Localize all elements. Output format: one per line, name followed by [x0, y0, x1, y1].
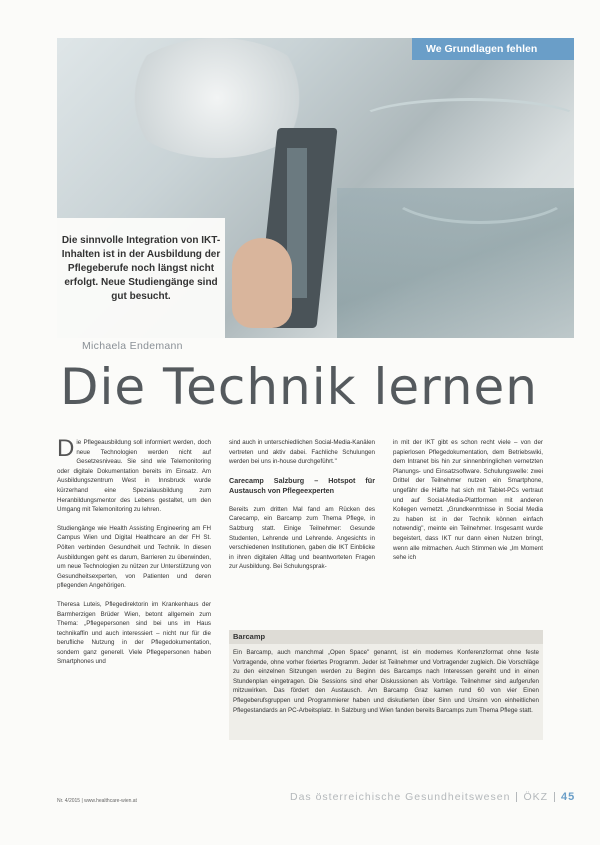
paragraph: Theresa Luteis, Pflegedirektorin im Krankenhaus der Barmherzigen Brüder Wien, betont allgemein zum Thema: „Pflegepersonen sind bei uns im Haus technikaffin und auch interessiert – nicht nur für die berufliche Nutzung in der Pflegedokumentation, sondern ganz generell. Viele Pflegepersonen haben Smartphones und	[57, 600, 211, 666]
author-name: Michaela Endemann	[82, 340, 183, 352]
paragraph: Bereits zum dritten Mal fand am Rücken des Carecamp, ein Barcamp zum Thema Pflege, in Salzburg statt. Einige Teilnehmer: Gesunde Studenten, Lehrende und Lehrende. Angesichts in verschiedenen Institutionen, gaben die IKT Einblicke in ihren digitalen Alltag und beantworteten Fragen zur Ausbildung. Bei Schulungsprak-	[229, 505, 375, 571]
footer-issue-info: Nr. 4/2015 | www.healthcare-wien.at	[57, 798, 137, 804]
paragraph: sind auch in unterschiedlichen Social-Media-Kanälen vertreten und aktiv dabei. Fachliche Schulungen werden bei uns in-house durchgeführt."	[229, 439, 375, 466]
barcamp-info-box	[229, 630, 543, 740]
paragraph: Studiengänge wie Health Assisting Engineering am FH Campus Wien und Digital Healthcare an der FH St. Pölten verbinden Gesundheit und Technik. In diesen Ausbildungen geht es darum, Barrieren zu überwinden, um neue Technologien zu nützen zur Unterstützung von Gesundheitsexperten, von Patienten und deren pflegenden Angehörigen.	[57, 524, 211, 590]
info-box-text: Ein Barcamp, auch manchmal „Open Space" genannt, ist ein modernes Konferenzformat ohne feste Vortragende, ohne vorher fixiertes Programm. Jeder ist Teilnehmer und Vortragender zugleich. Die Vorschläge zu den einzelnen Sitzungen werden zu Beginn des Barcamps nach Interessen gereiht und in einen Stundenplan eingetragen. Die Sessions sind eher Diskussionen als Vorträge. Teilnehmer sind aufgerufen mitzuwirken. Das fördert den Austausch. Am Barcamp Graz kamen rund 60 von vier Einen Pflegeberufsgruppen und Programmierer haben und diskutierten über Sinn und Unsinn von einheitlichen Pflegestandards an PC-Arbeitsplatz. In Salzburg und Wien fanden bereits Barcamps zum Thema Pflege statt.	[233, 649, 539, 714]
info-box-title: Barcamp	[229, 630, 543, 644]
footer-divider	[554, 792, 555, 802]
publication-abbr: ÖKZ	[523, 791, 549, 803]
headline: Die Technik lernen	[60, 358, 538, 416]
teaser-text: Die sinnvolle Integration von IKT-Inhalten ist in der Ausbildung der Pflegeberufe noch längst nicht erfolgt. Neue Studiengänge sind gut besucht.	[61, 235, 221, 302]
column-2	[229, 438, 375, 581]
tube-shape	[387, 158, 573, 224]
drop-cap: D	[57, 435, 75, 462]
footer-publication	[290, 791, 575, 803]
paragraph: in mit der IKT gibt es schon recht viele – von der papierlosen Pflegedokumentation, dem Betriebswiki, dem Intranet bis hin zur sinnenbringlichen vernetzten Planungs- und Einsatzsoftware. Schulungswelle: zwei Drittel der Teilnehmer nutzen ein Smartphone, ungefähr die Hälfte hat sich mit Tablet-PCs vertraut und auf Social-Media-Plattformen mit anderen Kollegen vernetzt. „Grundkenntnisse in Social Media zu haben ist in der Technik können einfach notwendig", meinte ein Teilnehmer. Insgesamt wurde begeistert, dass IKT nur dann einen Nutzen bringt, wenn alle mitmachen. Auch Stimmen wie „Im Moment sehe ich	[393, 439, 543, 562]
column-3	[393, 438, 543, 572]
footer-divider	[516, 792, 517, 802]
hand-shape	[232, 238, 292, 328]
tube-shape	[357, 98, 574, 144]
publication-name: Das österreichische Gesundheitswesen	[290, 791, 511, 803]
column-1	[57, 435, 211, 676]
paragraph-text: ie Pflegeausbildung soll informiert werden, doch neue Technologien werden nicht auf Gesetzesniveau. Sie sind wie Telemonitoring oder digitale Dokumentation bereits im Einsatz. Am Ausbildungszentrum West in Innsbruck wurde kürzerhand eine Spezialausbildung zum Heranbildungsmentor des Lebens gestaltet, um den Umgang mit Telemonitoring zu lehren.	[57, 439, 211, 514]
subheading: Carecamp Salzburg – Hotspot für Austausch von Pflegeexperten	[229, 475, 375, 495]
page-number: 45	[561, 791, 576, 803]
section-tag: We Grundlagen fehlen	[412, 38, 574, 60]
paragraph	[57, 435, 211, 515]
